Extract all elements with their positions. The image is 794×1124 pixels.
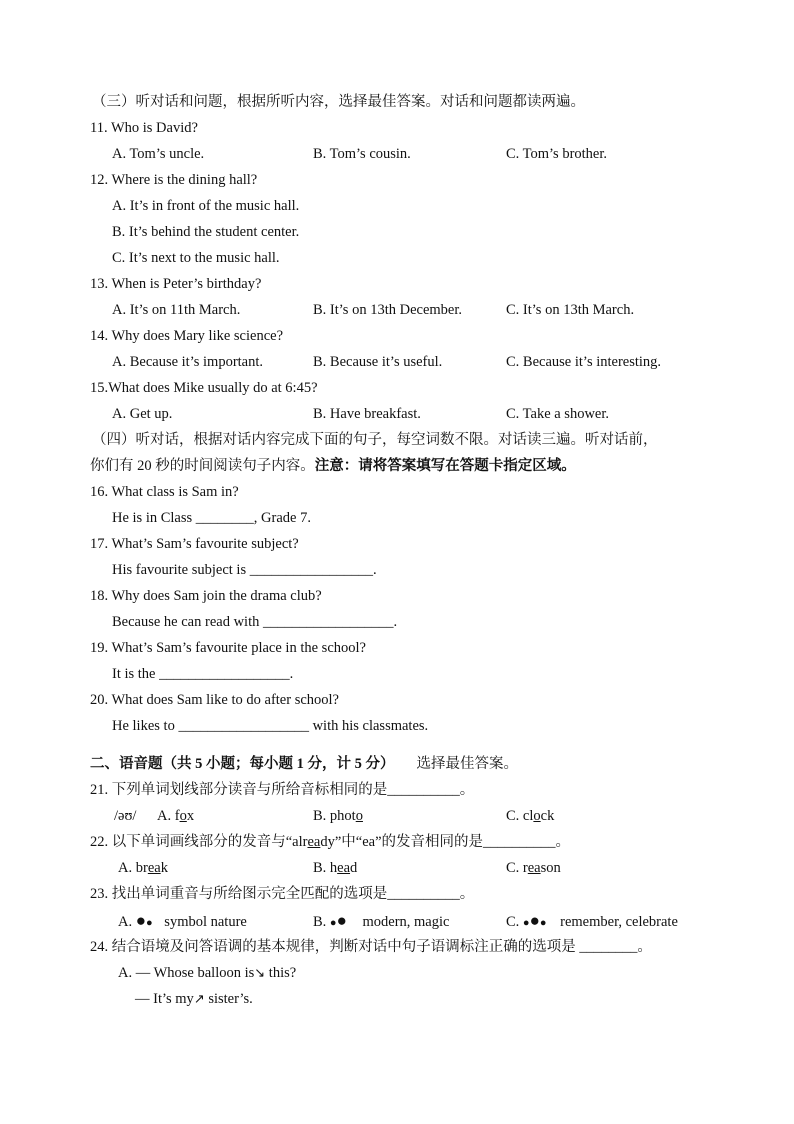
q11-question: 11. Who is David? <box>90 120 198 136</box>
part2-instruction: 选择最佳答案。 <box>416 756 518 772</box>
q21-c-pre: C. cl <box>506 808 534 824</box>
q22-option-a[interactable] <box>118 858 168 878</box>
q19-answer-line[interactable]: It is the __________________. <box>112 666 294 682</box>
q21-option-b[interactable] <box>313 806 363 826</box>
q24-a-line2-post: sister’s. <box>204 991 253 1007</box>
q22-b-post: d <box>350 860 358 876</box>
q12-option-a[interactable]: A. It’s in front of the music hall. <box>112 198 300 214</box>
q13-option-b[interactable]: B. It’s on 13th December. <box>313 302 463 318</box>
q23-b-label: B. <box>313 914 327 930</box>
q12-question: 12. Where is the dining hall? <box>90 172 258 188</box>
q19-question: 19. What’s Sam’s favourite place in the school? <box>90 640 366 656</box>
q12-option-c[interactable]: C. It’s next to the music hall. <box>112 250 280 266</box>
q22-a-post: k <box>160 860 168 876</box>
q17-question: 17. What’s Sam’s favourite subject? <box>90 536 299 552</box>
q11-option-c[interactable]: C. Tom’s brother. <box>506 146 608 162</box>
stress-pattern-b-icon: ●● <box>329 911 347 930</box>
q23-c-label: C. <box>506 914 520 930</box>
q22-a-underlined: ea <box>147 860 161 876</box>
q22-c-post: son <box>540 860 561 876</box>
q13-question: 13. When is Peter’s birthday? <box>90 276 262 292</box>
q23-option-c[interactable] <box>506 911 678 933</box>
q22-option-b[interactable] <box>313 858 357 878</box>
q16-question: 16. What class is Sam in? <box>90 484 239 500</box>
q18-answer-line[interactable]: Because he can read with __________________. <box>112 614 398 630</box>
q22-question <box>90 832 570 852</box>
q24-question: 24. 结合语境及问答语调的基本规律，判断对话中句子语调标注正确的选项是 ________。 <box>90 939 652 955</box>
q13-option-a[interactable]: A. It’s on 11th March. <box>112 302 241 318</box>
q24-option-a-line2[interactable] <box>135 989 253 1010</box>
q18-question: 18. Why does Sam join the drama club? <box>90 588 322 604</box>
q21-option-c[interactable] <box>506 806 554 826</box>
q20-question: 20. What does Sam like to do after school? <box>90 692 339 708</box>
q15-option-a[interactable]: A. Get up. <box>112 406 173 422</box>
q15-option-c[interactable]: C. Take a shower. <box>506 406 610 422</box>
q23-b-words: modern, magic <box>362 914 450 930</box>
q13-option-c[interactable]: C. It’s on 13th March. <box>506 302 635 318</box>
q22-q-post: dy”中“ea”的发音相同的是__________。 <box>320 834 571 850</box>
q21-option-a[interactable] <box>157 806 194 826</box>
q24-a-line1-post: this? <box>265 965 297 981</box>
q17-answer-line[interactable]: His favourite subject is _________________. <box>112 562 377 578</box>
q14-option-c[interactable]: C. Because it’s interesting. <box>506 354 662 370</box>
q21-b-underlined: o <box>355 808 363 824</box>
q12-option-b[interactable]: B. It’s behind the student center. <box>112 224 300 240</box>
rising-intonation-arrow-icon: ↗ <box>193 992 205 1007</box>
section4-heading-line2 <box>90 456 576 476</box>
q22-c-underlined: ea <box>527 860 541 876</box>
q23-option-b[interactable] <box>313 911 449 933</box>
q23-a-words: symbol nature <box>164 914 247 930</box>
q11-option-a[interactable]: A. Tom’s uncle. <box>112 146 205 162</box>
section4-heading-text: 你们有 20 秒的时间阅读句子内容。 <box>90 458 315 474</box>
section3-heading: （三）听对话和问题，根据所听内容，选择最佳答案。对话和问题都读两遍。 <box>92 94 585 110</box>
q21-phonetic: /əʊ/ <box>114 808 137 824</box>
q22-b-underlined: ea <box>337 860 351 876</box>
stress-pattern-c-icon: ●●● <box>522 911 547 930</box>
q14-option-a[interactable]: A. Because it’s important. <box>112 354 264 370</box>
part2-title: 二、语音题（共 5 小题；每小题 1 分，计 5 分） <box>90 756 395 772</box>
q22-a-pre: A. br <box>118 860 148 876</box>
section4-note: 注意：请将答案填写在答题卡指定区域。 <box>314 458 576 474</box>
q22-q-pre: 22. 以下单词画线部分的发音与“alr <box>90 834 308 850</box>
q22-option-c[interactable] <box>506 858 561 878</box>
falling-intonation-arrow-icon: ↘ <box>254 966 266 981</box>
q15-option-b[interactable]: B. Have breakfast. <box>313 406 421 422</box>
q21-c-underlined: o <box>533 808 541 824</box>
section4-heading-line1: （四）听对话，根据对话内容完成下面的句子，每空词数不限。对话读三遍。听对话前， <box>92 432 658 448</box>
q22-q-underlined: ea <box>307 834 321 850</box>
q24-a-line2-pre: — It’s my <box>135 991 194 1007</box>
q21-c-post: ck <box>540 808 555 824</box>
q16-answer-line[interactable]: He is in Class ________, Grade 7. <box>112 510 311 526</box>
part2-heading <box>90 754 518 774</box>
q23-c-words: remember, celebrate <box>560 914 678 930</box>
q15-question: 15.What does Mike usually do at 6:45? <box>90 380 318 396</box>
stress-pattern-a-icon: ●● <box>135 911 153 930</box>
q22-b-pre: B. h <box>313 860 338 876</box>
q23-a-label: A. <box>118 914 133 930</box>
q21-a-underlined: o <box>179 808 187 824</box>
q22-c-pre: C. r <box>506 860 528 876</box>
q21-b-pre: B. phot <box>313 808 356 824</box>
q23-question: 23. 找出单词重音与所给图示完全匹配的选项是__________。 <box>90 886 475 902</box>
q14-question: 14. Why does Mary like science? <box>90 328 284 344</box>
q21-a-post: x <box>186 808 195 824</box>
q21-a-pre: A. f <box>157 808 180 824</box>
q24-option-a-line1[interactable] <box>118 963 296 984</box>
q11-option-b[interactable]: B. Tom’s cousin. <box>313 146 411 162</box>
q23-option-a[interactable] <box>118 911 247 933</box>
q21-question: 21. 下列单词划线部分读音与所给音标相同的是__________。 <box>90 782 475 798</box>
q24-a-line1-pre: A. — Whose balloon is <box>118 965 255 981</box>
q14-option-b[interactable]: B. Because it’s useful. <box>313 354 443 370</box>
q20-answer-line[interactable]: He likes to __________________ with his classmates. <box>112 718 429 734</box>
